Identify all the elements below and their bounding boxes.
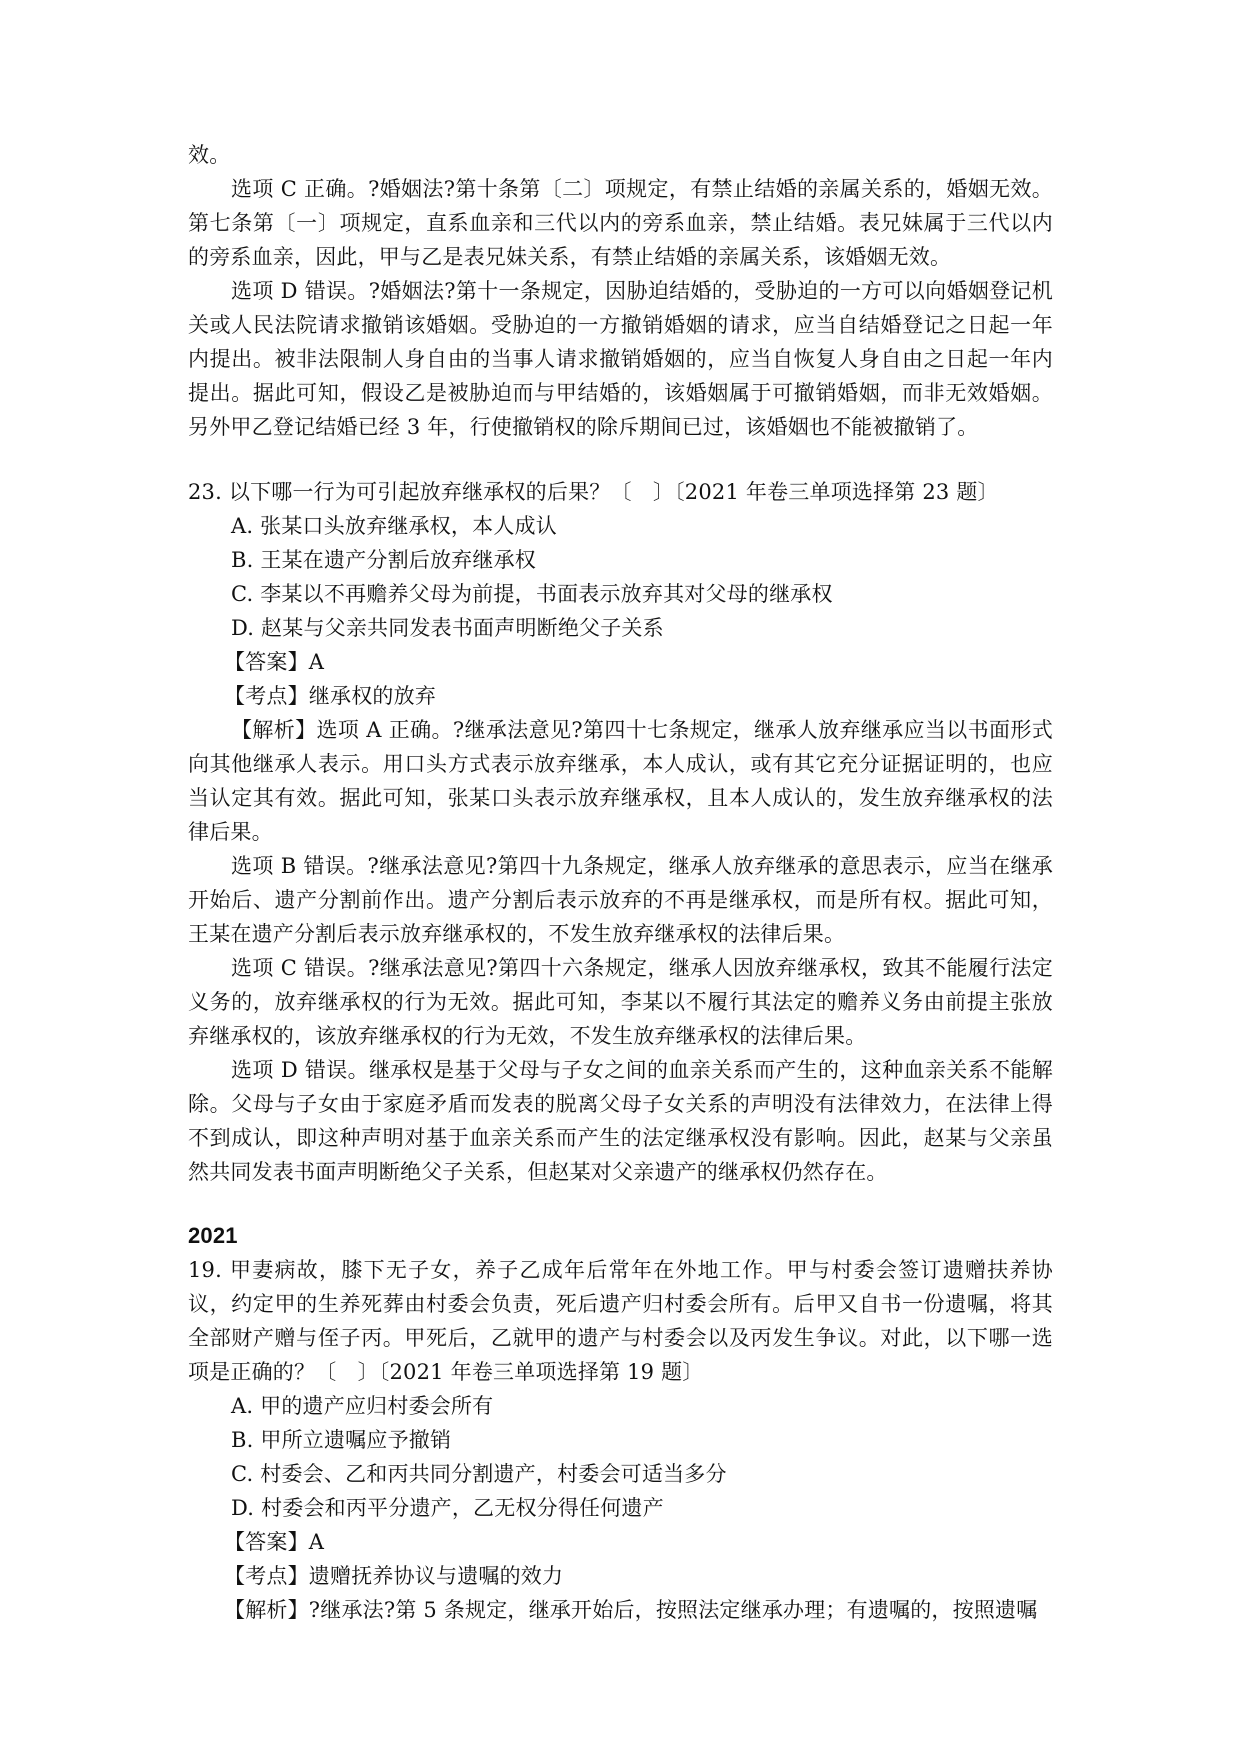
year-heading: 2021 bbox=[188, 1223, 238, 1248]
section-gap bbox=[188, 1189, 1053, 1219]
question-23-option-a: A. 张某口头放弃继承权，本人成认 bbox=[231, 514, 557, 538]
question-23-answer: 【答案】A bbox=[224, 650, 325, 674]
question-23-option-d: D. 赵某与父亲共同发表书面声明断绝父子关系 bbox=[231, 616, 664, 640]
question-23-analysis-b: 选项 B 错误。?继承法意见?第四十九条规定，继承人放弃继承的意思表示，应当在继承开始后、遗产分割前作出。遗产分割后表示放弃的不再是继承权，而是所有权。据此可知，王某在遗产分割后表示放弃继承权的，不发生放弃继承权的法律后果。 bbox=[188, 854, 1053, 946]
section-gap bbox=[188, 444, 1053, 475]
question-19-option-c: C. 村委会、乙和丙共同分割遗产，村委会可适当多分 bbox=[231, 1462, 727, 1486]
question-23-analysis-c: 选项 C 错误。?继承法意见?第四十六条规定，继承人因放弃继承权，致其不能履行法定义务的，放弃继承权的行为无效。据此可知，李某以不履行其法定的赡养义务由前提主张放弃继承权的，该放弃继承权的行为无效，不发生放弃继承权的法律后果。 bbox=[188, 956, 1053, 1048]
document-page bbox=[188, 138, 1053, 1627]
question-19-option-a: A. 甲的遗产应归村委会所有 bbox=[231, 1394, 494, 1418]
analysis-option-c: 选项 C 正确。?婚姻法?第十条第〔二〕项规定，有禁止结婚的亲属关系的，婚姻无效。第七条第〔一〕项规定，直系血亲和三代以内的旁系血亲，禁止结婚。表兄妹属于三代以内的旁系血亲，因此，甲与乙是表兄妹关系，有禁止结婚的亲属关系，该婚姻无效。 bbox=[188, 177, 1053, 269]
question-23-option-c: C. 李某以不再赡养父母为前提，书面表示放弃其对父母的继承权 bbox=[231, 582, 833, 606]
question-19-stem: 19. 甲妻病故，膝下无子女，养子乙成年后常年在外地工作。甲与村委会签订遗赠扶养协议，约定甲的生养死葬由村委会负责，死后遗产归村委会所有。后甲又自书一份遗嘱，将其全部财产赠与侄子丙。甲死后，乙就甲的遗产与村委会以及丙发生争议。对此，以下哪一选项是正确的？〔 〕〔2021 年卷三单项选择第 19 题〕 bbox=[188, 1258, 1053, 1384]
question-23-block bbox=[188, 475, 1053, 1189]
question-23-option-b: B. 王某在遗产分割后放弃继承权 bbox=[231, 548, 536, 572]
previous-question-analysis bbox=[188, 138, 1053, 444]
question-19-analysis: 【解析】?继承法?第 5 条规定，继承开始后，按照法定继承办理；有遗嘱的，按照遗嘱 bbox=[224, 1598, 1038, 1622]
question-19-block bbox=[188, 1253, 1053, 1627]
question-23-topic: 【考点】继承权的放弃 bbox=[224, 684, 436, 708]
continued-text: 效。 bbox=[188, 143, 231, 167]
question-19-topic: 【考点】遗赠抚养协议与遗嘱的效力 bbox=[224, 1564, 564, 1588]
question-19-option-d: D. 村委会和丙平分遗产，乙无权分得任何遗产 bbox=[231, 1496, 664, 1520]
question-19-answer: 【答案】A bbox=[224, 1530, 325, 1554]
question-23-analysis-a: 【解析】选项 A 正确。?继承法意见?第四十七条规定，继承人放弃继承应当以书面形式向其他继承人表示。用口头方式表示放弃继承，本人成认，或有其它充分证据证明的，也应当认定其有效。据此可知，张某口头表示放弃继承权，且本人成认的，发生放弃继承权的法律后果。 bbox=[188, 718, 1053, 844]
question-19-option-b: B. 甲所立遗嘱应予撤销 bbox=[231, 1428, 452, 1452]
question-23-stem: 23. 以下哪一行为可引起放弃继承权的后果？〔 〕〔2021 年卷三单项选择第 23 题〕 bbox=[188, 480, 999, 504]
analysis-option-d: 选项 D 错误。?婚姻法?第十一条规定，因胁迫结婚的，受胁迫的一方可以向婚姻登记机关或人民法院请求撤销该婚姻。受胁迫的一方撤销婚姻的请求，应当自结婚登记之日起一年内提出。被非法限制人身自由的当事人请求撤销婚姻的，应当自恢复人身自由之日起一年内提出。据此可知，假设乙是被胁迫而与甲结婚的，该婚姻属于可撤销婚姻，而非无效婚姻。另外甲乙登记结婚已经 3 年，行使撤销权的除斥期间已过，该婚姻也不能被撤销了。 bbox=[188, 279, 1053, 439]
question-23-analysis-d: 选项 D 错误。继承权是基于父母与子女之间的血亲关系而产生的，这种血亲关系不能解除。父母与子女由于家庭矛盾而发表的脱离父母子女关系的声明没有法律效力，在法律上得不到成认，即这种声明对基于血亲关系而产生的法定继承权没有影响。因此，赵某与父亲虽然共同发表书面声明断绝父子关系，但赵某对父亲遗产的继承权仍然存在。 bbox=[188, 1058, 1053, 1184]
